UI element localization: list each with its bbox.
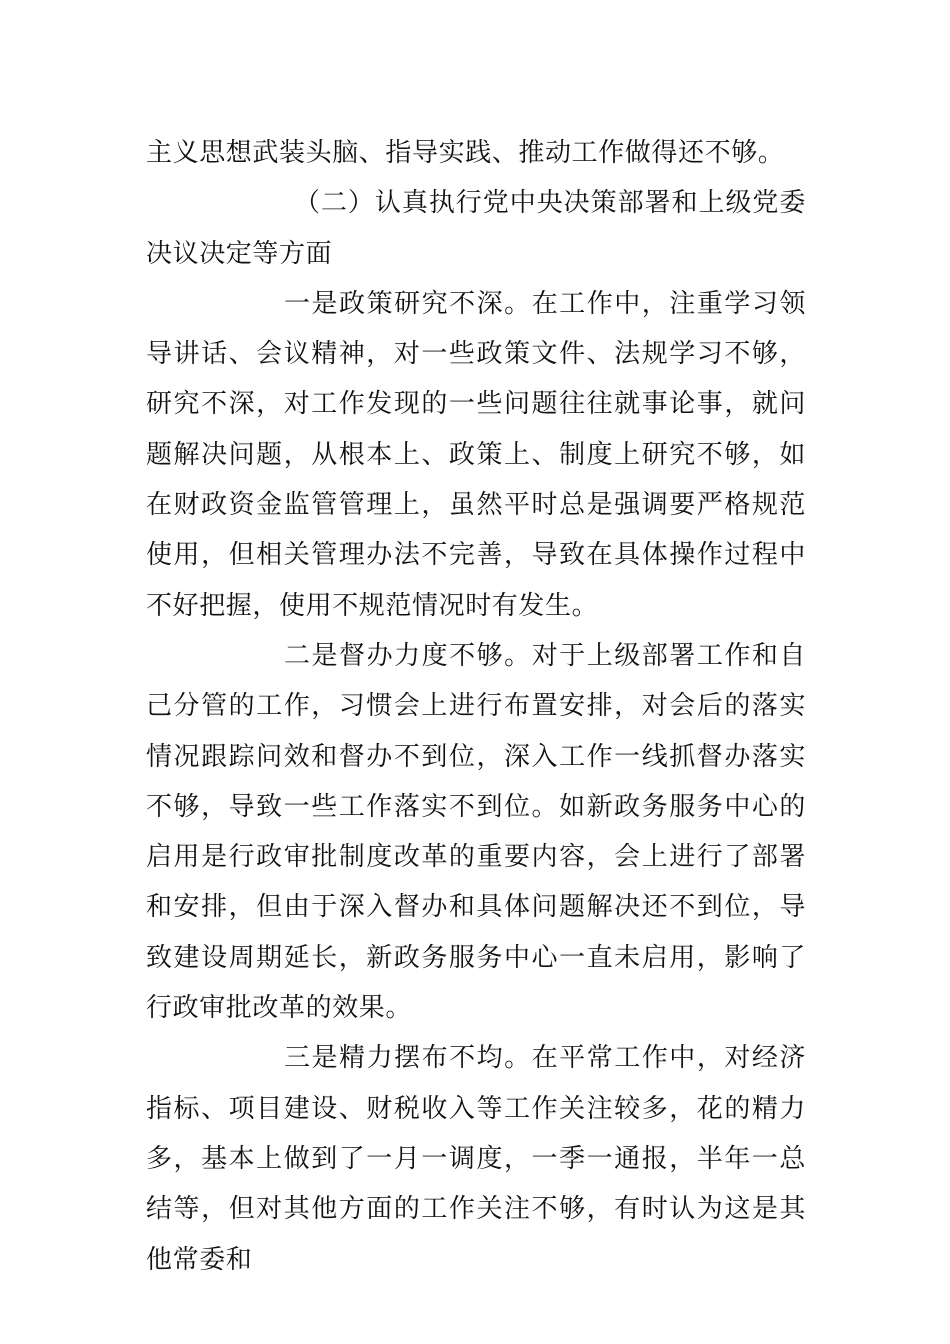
document-body — [146, 128, 806, 1285]
section-heading: （二）认真执行党中央决策部署和上级党委决议决定等方面 — [146, 188, 806, 269]
paragraph-continuation: 主义思想武装头脑、指导实践、推动工作做得还不够。 — [146, 138, 785, 168]
paragraph-supervision: 二是督办力度不够。对于上级部署工作和自己分管的工作，习惯会上进行布置安排，对会后的落实情况跟踪问效和督办不到位，深入工作一线抓督办落实不够，导致一些工作落实不到位。如新政务服务中心的启用是行政审批制度改革的重要内容，会上进行了部署和安排，但由于深入督办和具体问题解决还不到位，导致建设周期延长，新政务服务中心一直未启用，影响了行政审批改革的效果。 — [146, 640, 806, 1024]
paragraph-policy-research: 一是政策研究不深。在工作中，注重学习领导讲话、会议精神，对一些政策文件、法规学习不够，研究不深，对工作发现的一些问题往往就事论事，就问题解决问题，从根本上、政策上、制度上研究不够，如在财政资金监管管理上，虽然平时总是强调要严格规范使用，但相关管理办法不完善，导致在具体操作过程中不好把握，使用不规范情况时有发生。 — [146, 288, 806, 621]
paragraph-energy-allocation: 三是精力摆布不均。在平常工作中，对经济指标、项目建设、财税收入等工作关注较多，花的精力多，基本上做到了一月一调度，一季一通报，半年一总结等，但对其他方面的工作关注不够，有时认为这是其他常委和 — [146, 1043, 806, 1275]
